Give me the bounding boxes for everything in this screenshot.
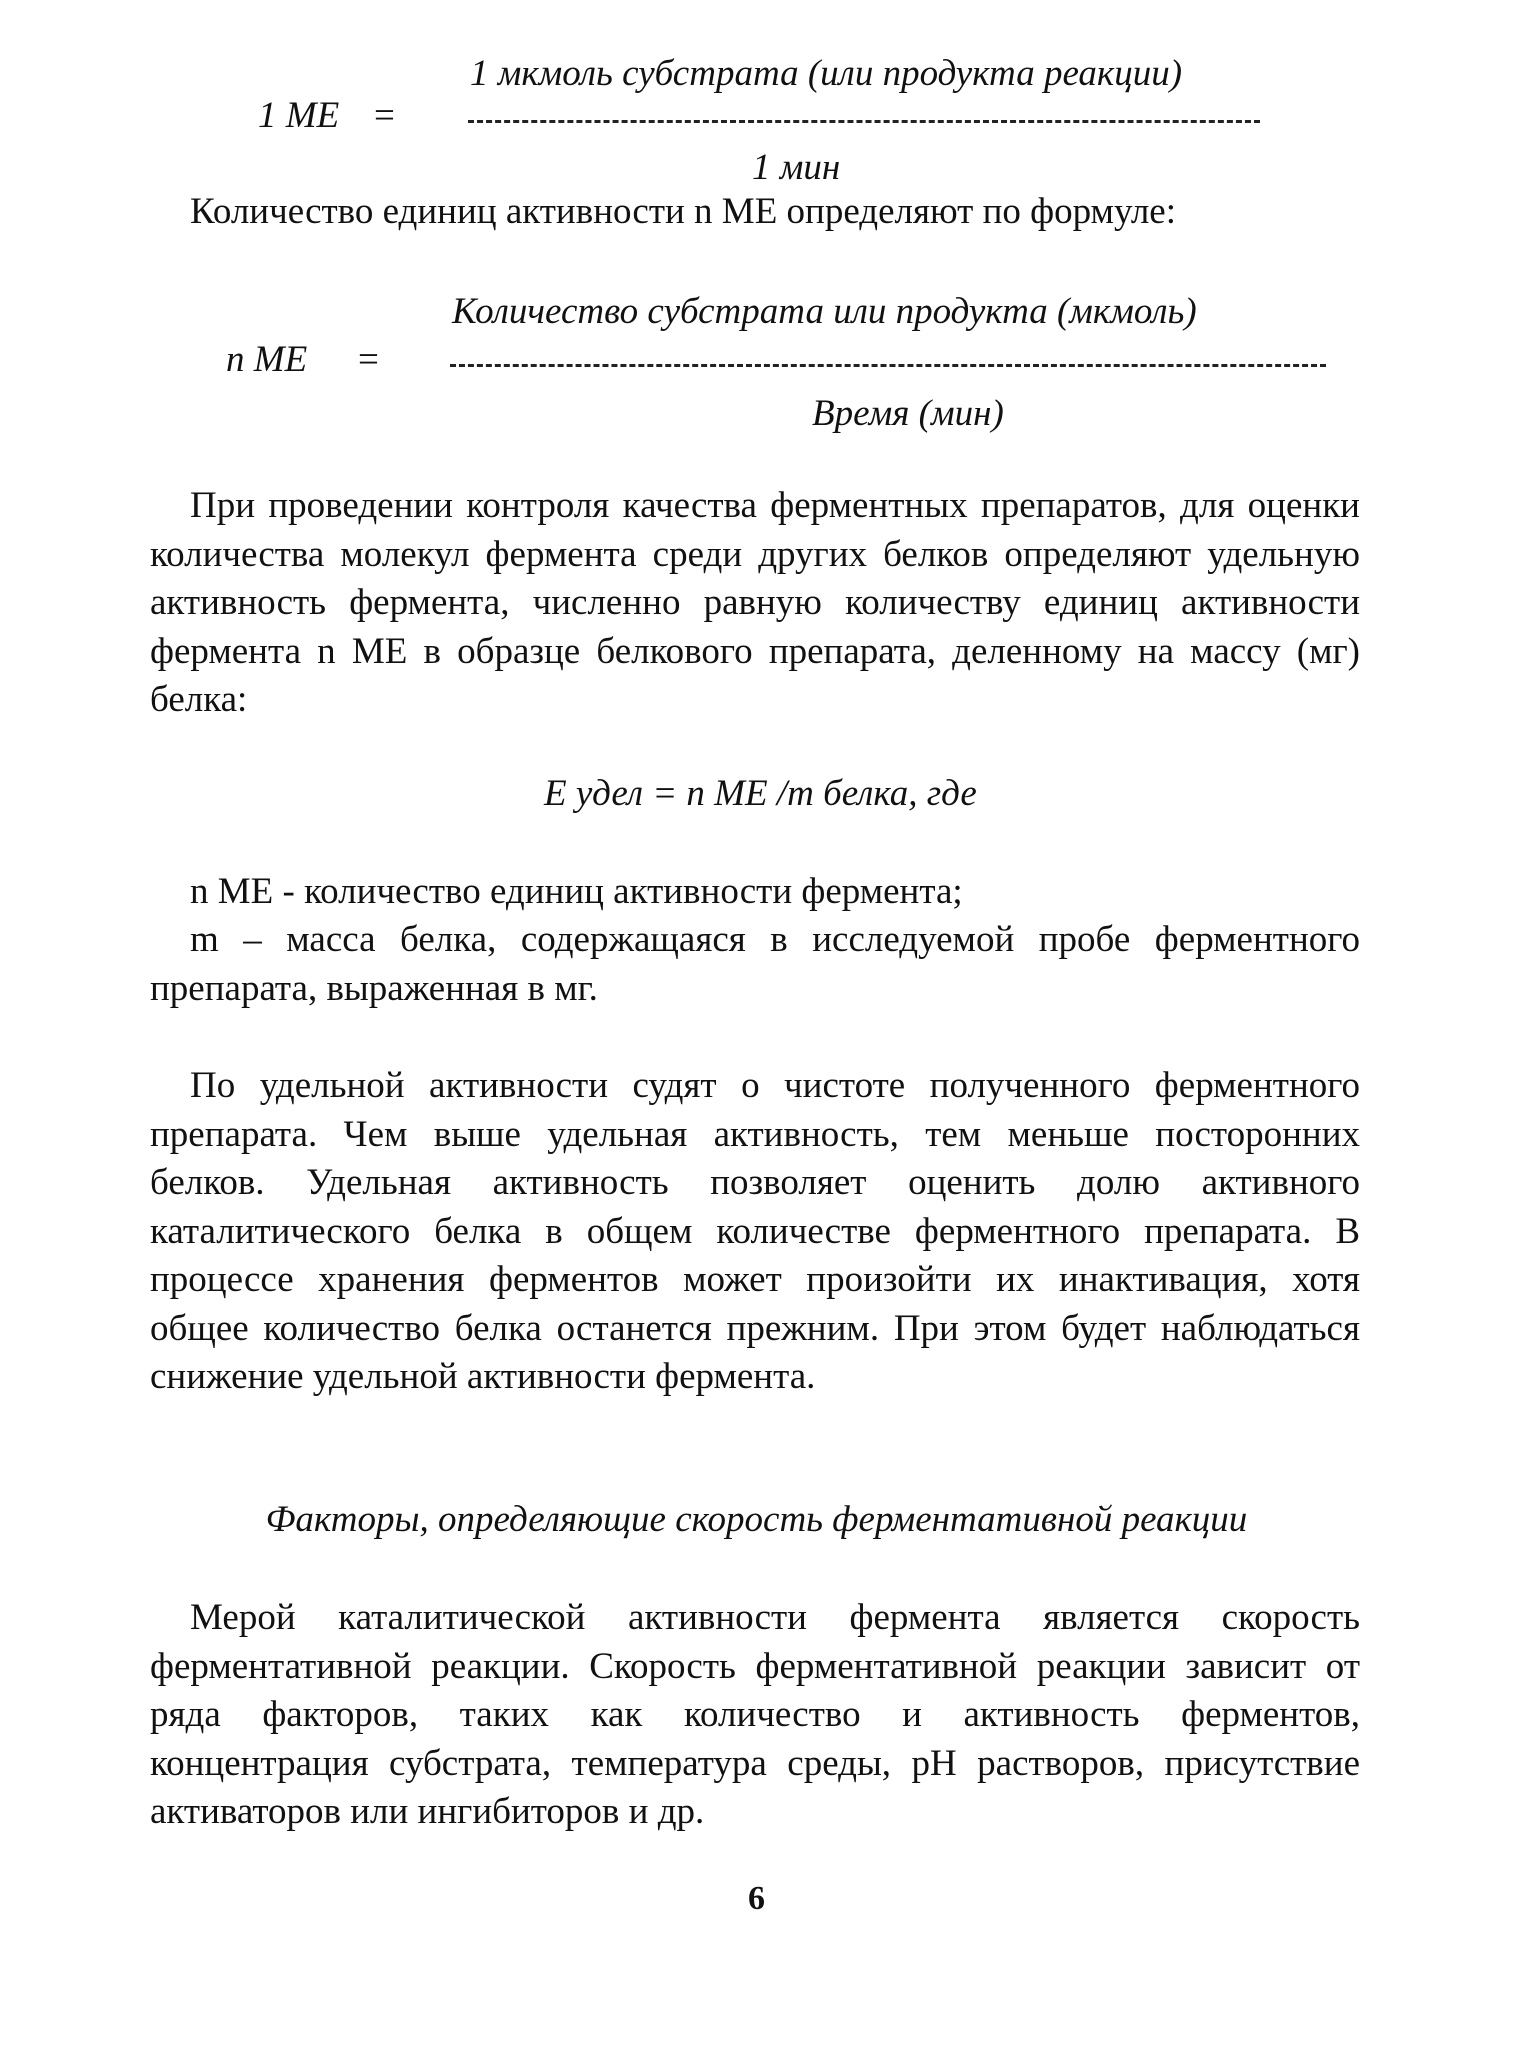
formula2-equals: =	[358, 339, 379, 380]
paragraph-factors: Мерой каталитической активности фермента является скорость ферментативной реакции. Скорость ферментативной реакции зависит от ряда факторов, таких как количество и активность ферментов, концентрация субстрата, температура среды, pH растворов, присутствие активаторов или ингибиторов и др.	[150, 1597, 1360, 1832]
paragraph-purity: По удельной активности судят о чистоте полученного ферментного препарата. Чем выше удельная активность, тем меньше посторонних белков. Удельная активность позволяет оценить долю активного каталитического белка в общем количестве ферментного препарата. В процессе хранения ферментов может произойти их инактивация, хотя общее количество белка останется прежним. При этом будет наблюдаться снижение удельной активности фермента.	[150, 1065, 1360, 1397]
formula1-numerator: 1 мкмоль субстрата (или продукта реакции)	[470, 53, 1183, 94]
formula1-lhs: 1 ME	[258, 95, 340, 136]
definition-n-me: n МЕ - количество единиц активности фермента;	[190, 871, 963, 912]
page-number: 6	[748, 1880, 765, 1917]
formula2-numerator: Количество субстрата или продукта (мкмоль)	[452, 291, 1197, 332]
intro-line: Количество единиц активности n МЕ определяют по формуле:	[190, 191, 1177, 232]
formula2-lhs: n ME	[226, 339, 308, 380]
formula1-fraction-bar	[468, 120, 1260, 123]
definition-m: m – масса белка, содержащаяся в исследуемой пробе ферментного препарата, выраженная в мг.	[150, 919, 1360, 1009]
paragraph-specific-activity: При проведении контроля качества ферментных препаратов, для оценки количества молекул фермента среди других белков определяют удельную активность фермента, численно равную количеству единиц активности фермента n МЕ в образце белкового препарата, деленному на массу (мг) белка:	[150, 485, 1360, 720]
formula1-equals: =	[374, 95, 395, 136]
formula1-denominator: 1 мин	[752, 147, 841, 188]
formula3-specific-activity: Е удел = n МЕ /m белка, где	[544, 773, 977, 814]
formula2-denominator: Время (мин)	[812, 393, 1004, 434]
section-heading: Факторы, определяющие скорость ферментативной реакции	[265, 1499, 1248, 1540]
formula2-fraction-bar	[450, 364, 1326, 367]
